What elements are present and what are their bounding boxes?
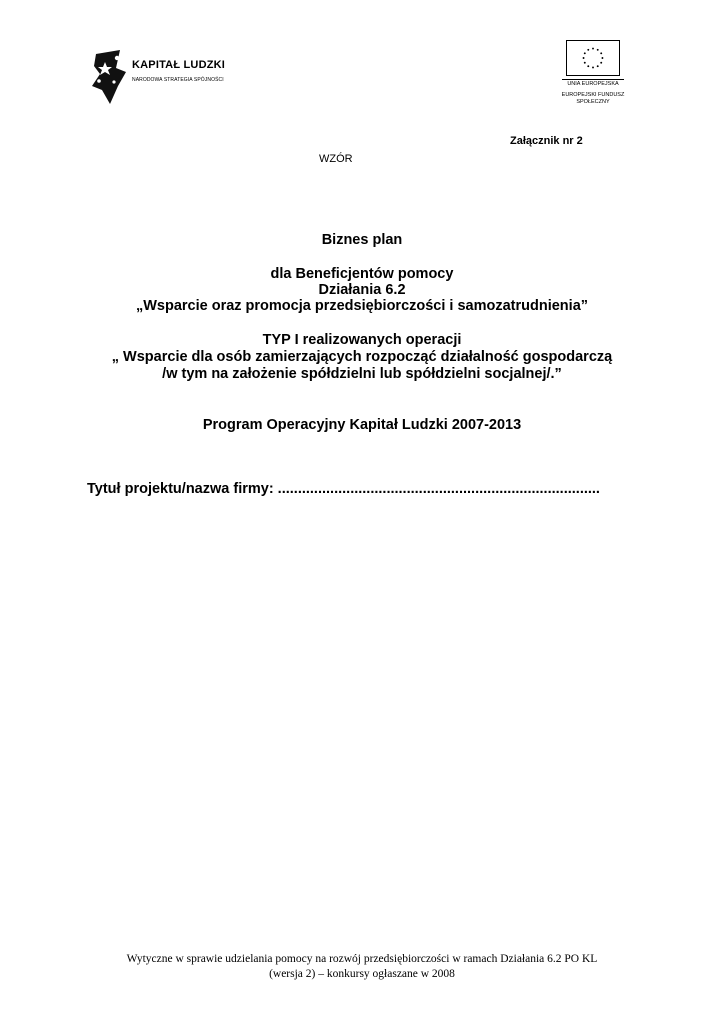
template-label: WZÓR xyxy=(319,153,353,165)
action-name: „Wsparcie oraz promocja przedsiębiorczości i samozatrudnienia” xyxy=(135,298,589,314)
operation-type-name-2: /w tym na założenie spółdzielni lub spółdzielni socjalnej/.” xyxy=(162,366,562,382)
eu-logo-line1: UNIA EUROPEJSKA xyxy=(562,79,624,87)
eu-flag-icon xyxy=(566,40,620,76)
kl-logo-title: KAPITAŁ LUDZKI xyxy=(132,59,226,71)
eu-logo-line2: EUROPEJSKI FUNDUSZ xyxy=(561,92,625,98)
footer-line-1: Wytyczne w sprawie udzielania pomocy na rozwój przedsiębiorczości w ramach Działania 6.2 PO KL xyxy=(126,953,598,965)
annex-label: Załącznik nr 2 xyxy=(510,135,583,147)
kapital-ludzki-logo xyxy=(90,46,240,110)
beneficiaries-line: dla Beneficjentów pomocy xyxy=(270,266,454,282)
project-title-field: Tytuł projektu/nazwa firmy: ................................................................................ xyxy=(87,481,600,497)
program-name: Program Operacyjny Kapitał Ludzki 2007-2013 xyxy=(202,417,522,433)
eu-logo-line3: SPOŁECZNY xyxy=(576,99,610,105)
document-heading: Biznes plan xyxy=(321,232,403,248)
operation-type-name-1: „ Wsparcie dla osób zamierzających rozpocząć działalność gospodarczą xyxy=(111,349,613,365)
action-line: Działania 6.2 xyxy=(318,282,406,298)
footer-line-2: (wersja 2) – konkursy ogłaszane w 2008 xyxy=(269,968,455,980)
kl-logo-subtitle: NARODOWA STRATEGIA SPÓJNOŚCI xyxy=(132,77,224,83)
eu-logo xyxy=(548,40,658,112)
operation-type-line: TYP I realizowanych operacji xyxy=(262,332,462,348)
kapital-ludzki-emblem-icon xyxy=(90,46,130,106)
